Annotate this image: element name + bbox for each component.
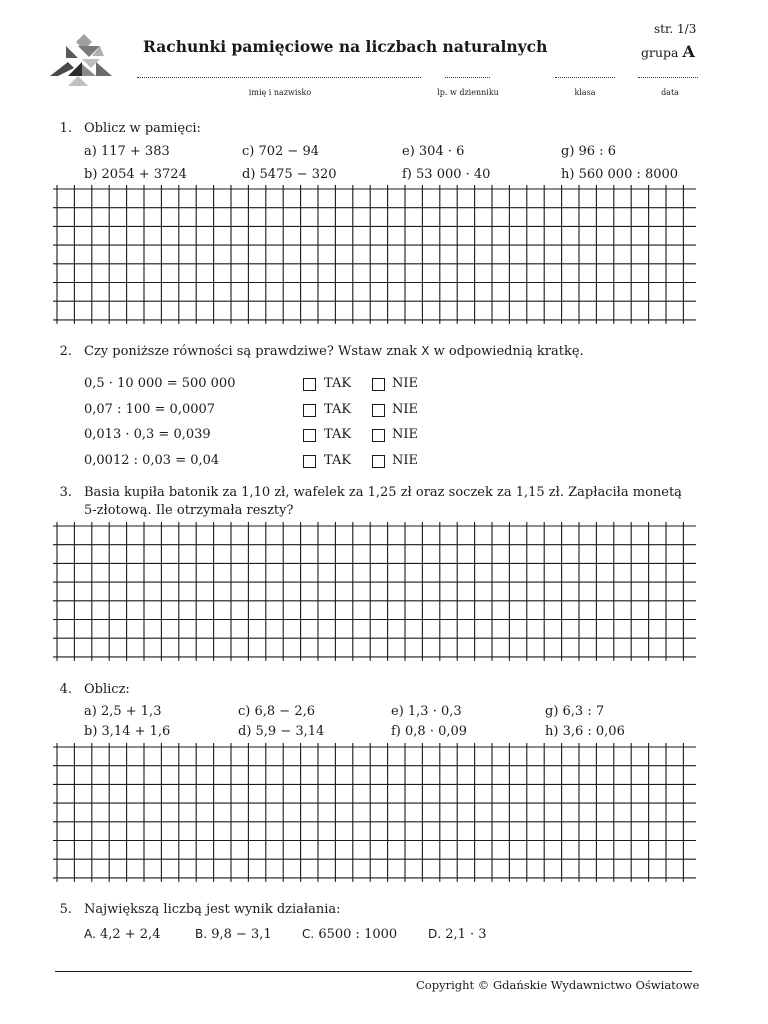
- q4-item-e: e) 1,3 · 0,3: [391, 704, 462, 719]
- q2-row2-yes-checkbox[interactable]: [303, 404, 316, 417]
- q5-option-b-letter: B.: [195, 927, 208, 941]
- q2-equation-2: 0,07 : 100 = 0,0007: [84, 402, 216, 417]
- q2-row4-yes-label: TAK: [324, 453, 352, 468]
- question-2-number: 2.: [59, 344, 72, 359]
- question-3-number: 3.: [59, 485, 72, 500]
- q4-item-b: b) 3,14 + 1,6: [84, 724, 171, 739]
- q4-item-c: c) 6,8 − 2,6: [238, 704, 315, 719]
- q5-option-d-text: 2,1 · 3: [445, 927, 487, 942]
- question-3-text-line-2: 5-złotową. Ile otrzymała reszty?: [84, 503, 294, 518]
- q1-item-c: c) 702 − 94: [242, 144, 319, 159]
- q2-row2-no-checkbox[interactable]: [372, 404, 385, 417]
- class-number-field-label: lp. w dzienniku: [437, 88, 499, 97]
- q5-option-a[interactable]: [84, 927, 160, 942]
- question-5-prompt: Największą liczbą jest wynik działania:: [84, 902, 341, 917]
- name-field-line[interactable]: [137, 77, 421, 78]
- q2-prompt-start: Czy poniższe równości są prawdziwe? Wstaw znak: [84, 344, 418, 359]
- question-4-number: 4.: [59, 682, 72, 697]
- q2-row4-no-label: NIE: [392, 453, 418, 468]
- q5-option-b-text: 9,8 − 3,1: [211, 927, 272, 942]
- q5-option-a-text: 4,2 + 2,4: [99, 927, 161, 942]
- date-field-label: data: [661, 88, 679, 97]
- q4-item-g: g) 6,3 : 7: [545, 704, 605, 719]
- q2-row1-no-checkbox[interactable]: [372, 378, 385, 391]
- q5-option-b[interactable]: [195, 927, 272, 942]
- q1-item-d: d) 5475 − 320: [242, 167, 337, 182]
- answer-grid-q3[interactable]: [53, 522, 696, 664]
- q1-item-g: g) 96 : 6: [561, 144, 616, 159]
- q2-prompt-end: w odpowiednią kratkę.: [433, 344, 584, 359]
- q2-row2-no-label: NIE: [392, 402, 418, 417]
- publisher-logo: [48, 32, 118, 88]
- class-number-field-line[interactable]: [445, 77, 490, 78]
- q5-option-c[interactable]: [302, 927, 397, 942]
- q2-row1-yes-checkbox[interactable]: [303, 378, 316, 391]
- group-value: A: [682, 42, 695, 61]
- q1-item-b: b) 2054 + 3724: [84, 167, 187, 182]
- q2-row4-no-checkbox[interactable]: [372, 455, 385, 468]
- q4-item-d: d) 5,9 − 3,14: [238, 724, 325, 739]
- q5-option-d-letter: D.: [428, 927, 442, 941]
- question-1-prompt: Oblicz w pamięci:: [84, 121, 201, 136]
- q5-option-d[interactable]: [428, 927, 487, 942]
- q2-equation-3: 0,013 · 0,3 = 0,039: [84, 427, 211, 442]
- q2-row3-yes-checkbox[interactable]: [303, 429, 316, 442]
- q5-option-a-letter: A.: [84, 927, 96, 941]
- q5-option-c-letter: C.: [302, 927, 315, 941]
- page-number: str. 1/3: [654, 22, 697, 36]
- question-4-prompt: Oblicz:: [84, 682, 130, 697]
- q1-item-h: h) 560 000 : 8000: [561, 167, 679, 182]
- q2-equation-4: 0,0012 : 0,03 = 0,04: [84, 453, 220, 468]
- date-field-line[interactable]: [638, 77, 698, 78]
- q4-item-f: f) 0,8 · 0,09: [391, 724, 468, 739]
- q5-option-c-text: 6500 : 1000: [318, 927, 398, 942]
- name-field-label: imię i nazwisko: [248, 88, 312, 97]
- footer-divider: [55, 971, 692, 972]
- question-2-prompt: [84, 344, 584, 359]
- group-indicator: [641, 42, 695, 61]
- q2-row1-no-label: NIE: [392, 376, 418, 391]
- question-5-number: 5.: [59, 902, 72, 917]
- question-1-number: 1.: [59, 121, 72, 136]
- q2-row1-yes-label: TAK: [324, 376, 352, 391]
- q1-item-a: a) 117 + 383: [84, 144, 170, 159]
- q1-item-e: e) 304 · 6: [402, 144, 465, 159]
- q2-row3-no-checkbox[interactable]: [372, 429, 385, 442]
- question-3-text-line-1: Basia kupiła batonik za 1,10 zł, wafelek za 1,25 zł oraz soczek za 1,15 zł. Zapłaciła monetą: [84, 485, 682, 500]
- copyright-footer: Copyright © Gdańskie Wydawnictwo Oświatowe: [416, 978, 700, 992]
- q2-row2-yes-label: TAK: [324, 402, 352, 417]
- answer-grid-q1[interactable]: [53, 185, 696, 327]
- class-field-line[interactable]: [555, 77, 615, 78]
- q4-item-a: a) 2,5 + 1,3: [84, 704, 162, 719]
- q1-item-f: f) 53 000 · 40: [402, 167, 491, 182]
- class-field-label: klasa: [574, 88, 596, 97]
- x-mark-symbol: X: [421, 344, 430, 358]
- worksheet-title: Rachunki pamięciowe na liczbach naturalnych: [143, 37, 548, 56]
- q4-item-h: h) 3,6 : 0,06: [545, 724, 625, 739]
- answer-grid-q4[interactable]: [53, 743, 696, 885]
- q2-row4-yes-checkbox[interactable]: [303, 455, 316, 468]
- q2-equation-1: 0,5 · 10 000 = 500 000: [84, 376, 236, 391]
- group-label: grupa: [641, 45, 679, 60]
- q2-row3-yes-label: TAK: [324, 427, 352, 442]
- q2-row3-no-label: NIE: [392, 427, 418, 442]
